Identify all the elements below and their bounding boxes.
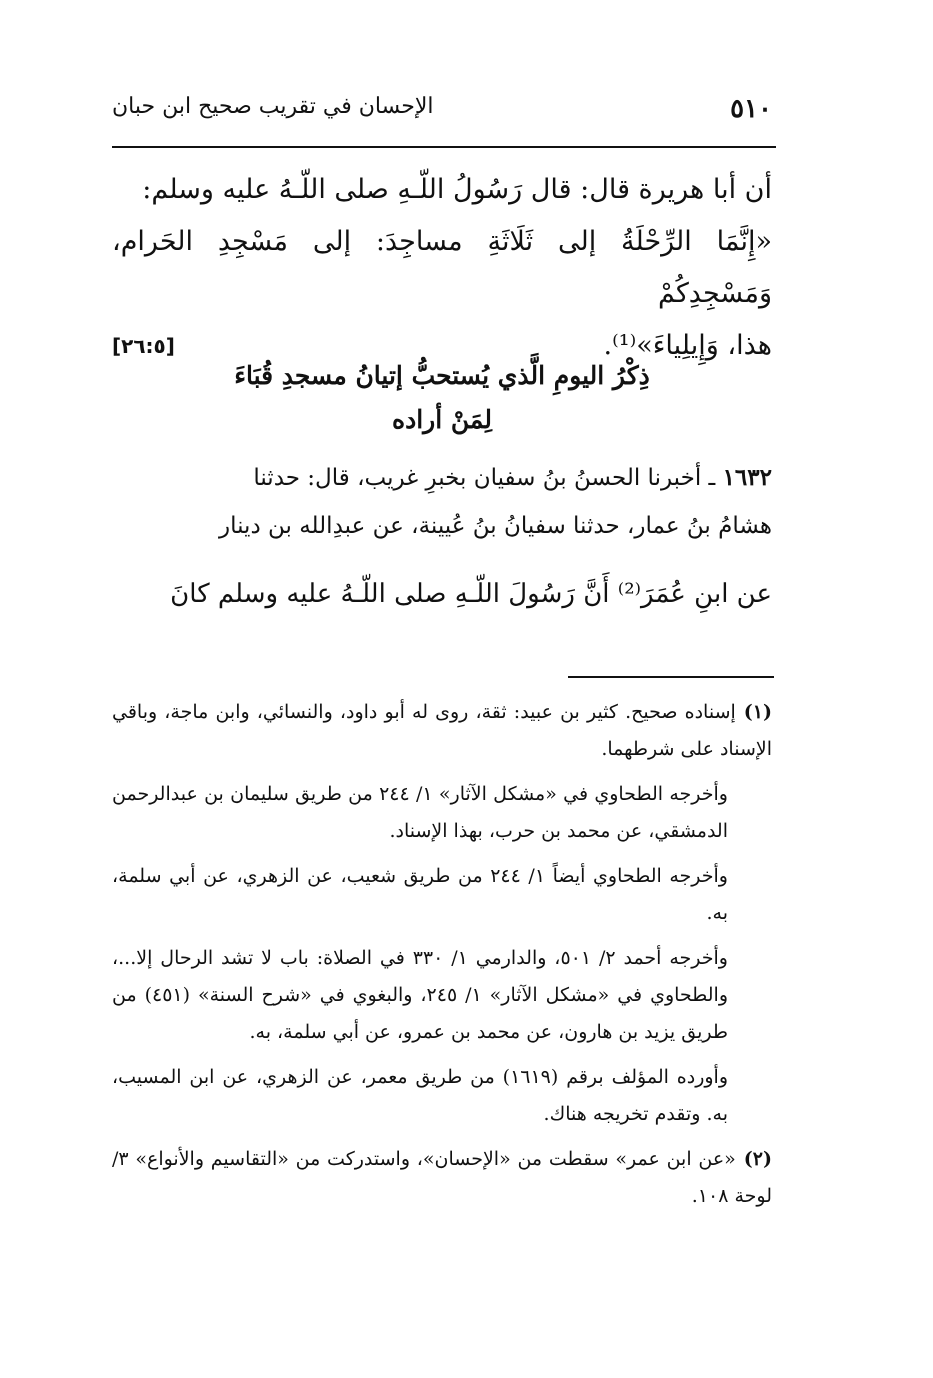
running-title: الإحسان في تقريب صحيح ابن حبان <box>112 94 434 119</box>
volume-reference: [٢٦:٥] <box>112 334 175 358</box>
hadith-number: ١٦٣٢ <box>722 464 772 491</box>
page-header <box>112 88 772 134</box>
footnote-number: (٢) <box>743 1148 772 1170</box>
hadith-text <box>112 454 772 618</box>
footnote-divider <box>568 676 774 678</box>
main-text <box>112 164 772 372</box>
section-heading-line: لِمَنْ أراده <box>392 405 492 434</box>
footnote-paragraph: وأخرجه الطحاوي أيضاً ١/ ٢٤٤ من طريق شعيب، عن الزهري، عن أبي سلمة، به. <box>112 865 728 924</box>
footnote-number: (١) <box>743 701 772 723</box>
main-text-line: «إِنَّمَا الرِّحْلَةُ إلى ثَلَاثَةِ مساجِدَ: إلى مَسْجِدِ الحَرام، وَمَسْجِدِكُمْ <box>112 226 772 309</box>
hadith-line <box>112 454 772 502</box>
hadith-line: هشامُ بنُ عمار، حدثنا سفيانُ بنُ عُيينة، عن عبدِالله بن دينار <box>219 513 772 539</box>
footnotes <box>112 694 772 1223</box>
main-text-line: أن أبا هريرة قال: قال رَسُولُ اللّـهِ صلى اللّـهُ عليه وسلم: <box>142 174 772 205</box>
footnote-text: إسناده صحيح. كثير بن عبيد: ثقة، روى له أبو داود، والنسائي، وابن ماجة، وباقي الإسناد على شرطهما. <box>112 701 772 760</box>
footnote-paragraph: وأخرجه أحمد ٢/ ٥٠١، والدارمي ١/ ٣٣٠ في الصلاة: باب لا تشد الرحال إلا...، والطحاوي في «مشكل الآثار» ١/ ٢٤٥، والبغوي في «شرح السنة» (٤٥١) من طريق يزيد بن هارون، عن محمد بن عمرو، عن أبي سلمة، به. <box>112 947 728 1043</box>
main-text-line-content: هذا، وَإِيلِياءَ»⁽¹⁾. <box>603 330 772 361</box>
header-divider <box>112 146 776 148</box>
footnote-text: «عن ابن عمر» سقطت من «الإحسان»، واستدركت من «التقاسيم والأنواع» ٣/ لوحة ١٠٨. <box>112 1148 772 1207</box>
hadith-line: عن ابنِ عُمَرَ⁽²⁾ أَنَّ رَسُولَ اللّـهِ صلى اللّـهُ عليه وسلم كانَ <box>170 579 772 609</box>
page-number: ٥١٠ <box>730 94 772 124</box>
section-heading <box>112 354 772 442</box>
section-heading-line: ذِكْرُ اليومِ الَّذي يُستحبُّ إتيانُ مسجدِ قُبَاءَ <box>234 361 650 390</box>
footnote <box>112 1141 772 1215</box>
footnote <box>112 694 772 768</box>
footnote-paragraph: وأورده المؤلف برقم (١٦١٩) من طريق معمر، عن الزهري، عن ابن المسيب، به. وتقدم تخريجه هناك. <box>112 1066 729 1125</box>
footnote-paragraph: وأخرجه الطحاوي في «مشكل الآثار» ١/ ٢٤٤ من طريق سليمان بن عبدالرحمن الدمشقي، عن محمد بن حرب، بهذا الإسناد. <box>112 783 728 842</box>
hadith-line-content: ـ أخبرنا الحسنُ بنُ سفيان بخبرِ غريب، قال: حدثنا <box>253 465 716 491</box>
